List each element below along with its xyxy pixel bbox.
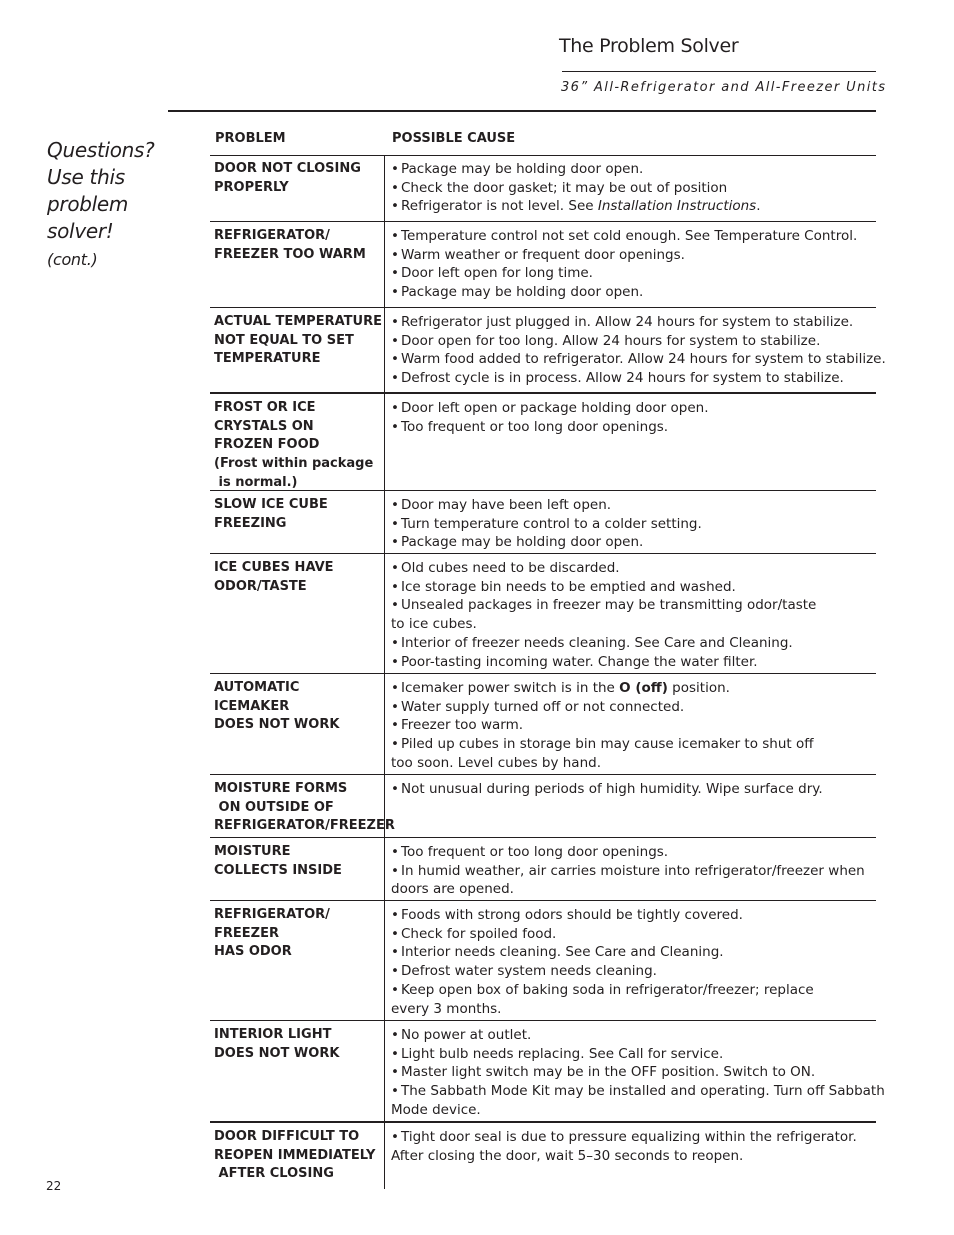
cause-item [391,981,876,1018]
bullet-icon: • [391,198,399,215]
bullet-icon: • [391,265,399,282]
cause-text: . [756,198,761,215]
bullet-icon: • [391,578,399,595]
table-row [210,1123,876,1189]
cause-text: The Sabbath Mode Kit may be installed and operating. Turn off Sabbath [401,1083,885,1100]
bullet-icon: • [391,653,399,670]
problem-text: FREEZING [214,515,287,531]
problem-text: REOPEN IMMEDIATELY [214,1147,376,1163]
problem-text: ICEMAKER [214,698,290,714]
cause-text: Freezer too warm. [401,717,524,734]
cause-text: Refrigerator just plugged in. Allow 24 hours for system to stabilize. [401,314,854,330]
cause-cell [385,1021,885,1121]
cause-item [391,197,876,216]
cause-text: Package may be holding door open. [401,284,644,301]
column-header-problem: PROBLEM [215,131,286,146]
problem-text: FREEZER TOO WARM [214,246,366,262]
cause-item [391,227,876,246]
cause-item [391,283,876,302]
problem-text: REFRIGERATOR/ [214,228,330,243]
cause-text: Check for spoiled food. [401,925,557,942]
bullet-icon: • [391,1064,399,1081]
bullet-icon: • [391,634,399,651]
cause-text: Turn temperature control to a colder setting. [401,515,702,532]
table-row [210,308,886,394]
cause-text: Icemaker power switch is in the [401,680,620,696]
bullet-icon: • [391,736,399,753]
problem-text: PROPERLY [214,179,289,195]
cause-text: No power at outlet. [401,1027,532,1043]
problem-cell [210,394,385,490]
cause-emphasis: O (off) [619,680,668,696]
cause-text: too soon. Level cubes by hand. [391,754,601,771]
side-heading-line: Questions? [47,138,155,162]
problem-text: AUTOMATIC [214,680,300,695]
problem-text: DOOR DIFFICULT TO [214,1129,360,1144]
cause-item [391,906,876,925]
cause-cell [385,1123,876,1189]
problem-text: ON OUTSIDE OF [214,799,334,815]
cause-item [391,559,876,578]
cause-item [391,179,876,198]
problem-cell [210,222,385,307]
bullet-icon: • [391,907,399,923]
cause-text: Unsealed packages in freezer may be transmitting odor/taste [401,597,817,614]
bullet-icon: • [391,781,399,797]
problem-text: ACTUAL TEMPERATURE [214,314,382,329]
problem-cell [210,491,385,553]
cause-text: doors are opened. [391,881,514,898]
cause-cell [385,554,876,673]
cause-text: Keep open box of baking soda in refrigerator/freezer; replace [401,981,814,998]
bullet-icon: • [391,418,399,435]
problem-text: (Frost within package [214,456,374,472]
cause-cell [385,222,876,307]
cause-text: Refrigerator is not level. See [401,198,598,215]
cause-text: Light bulb needs replacing. See Call for service. [401,1045,724,1062]
bullet-icon: • [391,944,399,961]
bullet-icon: • [391,862,399,879]
bullet-icon: • [391,400,399,416]
cause-text: Package may be holding door open. [401,161,644,177]
cause-item [391,943,876,962]
bullet-icon: • [391,161,399,177]
bullet-icon: • [391,1027,399,1043]
cause-item [391,596,876,633]
problem-text: CRYSTALS ON [214,418,314,434]
cause-item [391,1045,885,1064]
cause-item [391,1082,885,1119]
cause-item [391,515,876,534]
problem-text: DOES NOT WORK [214,1045,340,1061]
bullet-icon: • [391,1083,399,1100]
side-heading-line: problem [47,192,129,216]
problem-text: REFRIGERATOR/FREEZER [214,818,395,834]
header-rule [562,71,876,72]
bullet-icon: • [391,497,399,513]
cause-cell [385,491,876,553]
table-row [210,394,876,491]
cause-item [391,698,876,717]
cause-item [391,533,876,552]
cause-text: Door left open for long time. [401,265,593,282]
side-heading-line: Use this [47,165,125,189]
cause-text: Old cubes need to be discarded. [401,560,620,576]
problem-cell [210,554,385,673]
cause-item [391,1026,885,1045]
cause-text: Master light switch may be in the OFF position. Switch to ON. [401,1064,816,1081]
bullet-icon: • [391,351,399,368]
bullet-icon: • [391,284,399,301]
problem-text: HAS ODOR [214,944,292,960]
cause-text: Check the door gasket; it may be out of position [401,179,728,196]
problem-cell [210,838,385,900]
bullet-icon: • [391,560,399,576]
cause-item [391,264,876,283]
cause-text: Too frequent or too long door openings. [401,418,669,435]
table-row [210,775,876,838]
cause-cell [385,308,886,392]
cause-cell [385,838,876,900]
bullet-icon: • [391,680,399,696]
cause-item [391,246,876,265]
bullet-icon: • [391,1045,399,1062]
cause-cell [385,674,876,774]
cause-text: Package may be holding door open. [401,534,644,551]
bullet-icon: • [391,246,399,263]
table-row [210,1021,885,1123]
column-header-cause: POSSIBLE CAUSE [392,131,516,146]
problem-text: ICE CUBES HAVE [214,560,334,575]
bullet-icon: • [391,698,399,715]
cause-item [391,843,876,862]
cause-item [391,578,876,597]
table-header [210,127,876,156]
cause-text: Door open for too long. Allow 24 hours for system to stabilize. [401,332,821,349]
cause-text: Defrost water system needs cleaning. [401,963,657,980]
table-row [210,491,876,554]
problem-cell [210,1021,385,1121]
cause-text: Warm food added to refrigerator. Allow 24 hours for system to stabilize. [401,351,886,368]
cause-item [391,369,886,388]
problem-text: FREEZER [214,925,279,941]
cause-text: Tight door seal is due to pressure equalizing within the refrigerator. [401,1129,857,1145]
top-rule [168,110,876,112]
cause-item [391,496,876,515]
problem-text: DOOR NOT CLOSING [214,161,361,176]
bullet-icon: • [391,597,399,614]
bullet-icon: • [391,1129,399,1145]
problem-text: COLLECTS INSIDE [214,862,342,878]
table-row [210,554,876,674]
problem-text: DOES NOT WORK [214,717,340,733]
table-row [210,222,876,308]
cause-item [391,862,876,899]
cause-item [391,332,886,351]
cause-text: Too frequent or too long door openings. [401,844,669,860]
cause-item [391,925,876,944]
bullet-icon: • [391,844,399,860]
problem-text: INTERIOR LIGHT [214,1027,332,1042]
bullet-icon: • [391,314,399,330]
table-row [210,901,876,1021]
cause-item [391,780,876,799]
problem-text: TEMPERATURE [214,351,321,367]
problem-text: FROZEN FOOD [214,437,320,453]
cause-text: Foods with strong odors should be tightly covered. [401,907,743,923]
problem-text: FROST OR ICE [214,400,316,415]
cause-cell [385,155,876,221]
cause-text: Warm weather or frequent door openings. [401,246,685,263]
problem-cell [210,901,385,1020]
bullet-icon: • [391,332,399,349]
bullet-icon: • [391,228,399,244]
cause-text: Door may have been left open. [401,497,612,513]
problem-cell [210,775,395,837]
cause-text: every 3 months. [391,1000,502,1017]
cause-cell [385,394,876,490]
cause-text: Water supply turned off or not connected. [401,698,685,715]
problem-cell [210,674,385,774]
bullet-icon: • [391,963,399,980]
bullet-icon: • [391,981,399,998]
page-title: The Problem Solver [559,35,739,57]
cause-item [391,1128,876,1165]
problem-text: NOT EQUAL TO SET [214,332,354,348]
cause-text: Temperature control not set cold enough. See Temperature Control. [401,228,858,244]
cause-text: Defrost cycle is in process. Allow 24 hours for system to stabilize. [401,370,844,387]
cause-text: Not unusual during periods of high humidity. Wipe surface dry. [401,781,823,797]
cause-item [391,1063,885,1082]
problem-text: is normal.) [214,474,298,490]
cause-item [391,716,876,735]
table-row [210,674,876,775]
problem-text: MOISTURE [214,844,291,859]
cause-item [391,313,886,332]
cause-item [391,653,876,672]
cause-item [391,399,876,418]
cause-text: Door left open or package holding door open. [401,400,709,416]
cause-item [391,160,876,179]
bullet-icon: • [391,515,399,532]
bullet-icon: • [391,925,399,942]
cause-text: After closing the door, wait 5–30 seconds to reopen. [391,1147,744,1164]
bullet-icon: • [391,370,399,387]
problem-text: AFTER CLOSING [214,1166,334,1182]
cause-text: Mode device. [391,1101,481,1118]
problem-cell [210,308,385,392]
bullet-icon: • [391,534,399,551]
cause-text: position. [667,680,730,696]
cause-text: Interior of freezer needs cleaning. See Care and Cleaning. [401,634,793,651]
cause-text: to ice cubes. [391,616,477,633]
problem-cell [210,1123,385,1189]
table-row [210,155,876,222]
bullet-icon: • [391,717,399,734]
cause-item [391,962,876,981]
cause-text: Ice storage bin needs to be emptied and washed. [401,578,736,595]
problem-table [210,155,886,1189]
side-heading-cont: (cont.) [47,250,98,269]
cause-item [391,418,876,437]
problem-cell [210,155,385,221]
cause-item [391,350,886,369]
cause-text: Piled up cubes in storage bin may cause icemaker to shut off [401,736,814,753]
cause-cell [385,775,876,837]
side-heading [47,137,167,273]
cause-item [391,634,876,653]
cause-reference: Installation Instructions [597,198,757,215]
page-number: 22 [46,1179,62,1193]
problem-text: REFRIGERATOR/ [214,907,330,922]
cause-text: Poor-tasting incoming water. Change the water filter. [401,653,758,670]
bullet-icon: • [391,179,399,196]
side-heading-line: solver! [47,219,114,243]
cause-text: Interior needs cleaning. See Care and Cleaning. [401,944,724,961]
table-row [210,838,876,901]
cause-cell [385,901,876,1020]
cause-item [391,735,876,772]
problem-text: MOISTURE FORMS [214,781,348,796]
page-subtitle: 36” All-Refrigerator and All-Freezer Units [561,80,887,95]
cause-text: In humid weather, air carries moisture into refrigerator/freezer when [401,862,865,879]
cause-item [391,679,876,698]
problem-text: SLOW ICE CUBE [214,497,328,512]
problem-text: ODOR/TASTE [214,578,307,594]
